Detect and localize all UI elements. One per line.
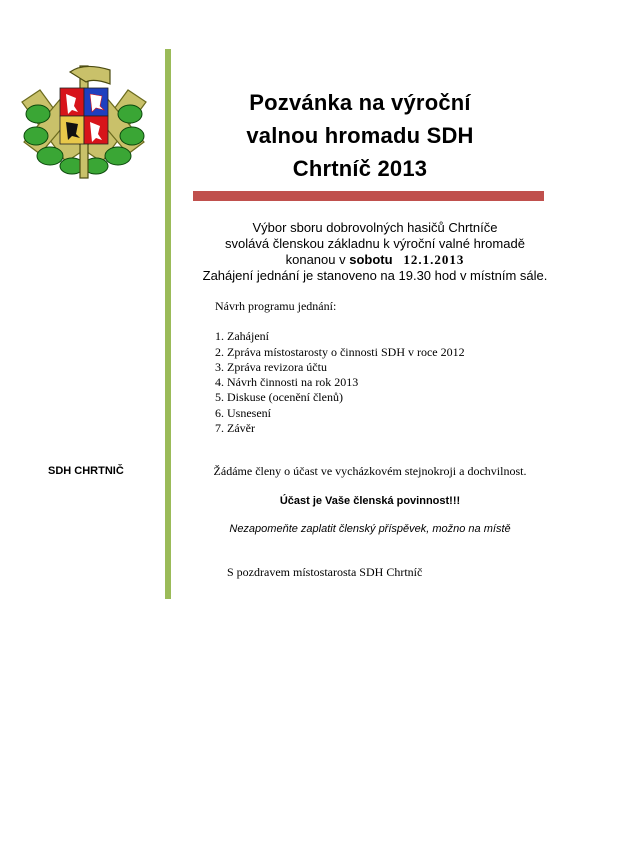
program-item: 3. Zpráva revizora účtu — [215, 360, 327, 374]
reminder-note: Nezapomeňte zaplatit členský příspěvek, možno na místě — [229, 523, 511, 535]
program-item: 5. Diskuse (ocenění členů) — [215, 390, 343, 404]
program-item: 4. Návrh činnosti na rok 2013 — [215, 375, 359, 389]
org-name: SDH CHRTNIČ — [48, 465, 124, 477]
title-line-3: Chrtníč 2013 — [292, 156, 428, 181]
intro-line-4: Zahájení jednání je stanoveno na 19.30 hod v místním sále. — [202, 268, 548, 283]
coat-of-arms — [60, 88, 108, 144]
title-line-2: valnou hromadu SDH — [246, 123, 474, 148]
program-item: 7. Závěr — [215, 421, 255, 435]
signature: S pozdravem místostarosta SDH Chrtníč — [227, 565, 423, 579]
program-item: 1. Zahájení — [215, 329, 269, 343]
green-divider — [165, 49, 171, 599]
red-divider — [193, 191, 544, 201]
intro-line-3 — [190, 252, 560, 268]
title-line-1: Pozvánka na výroční — [249, 90, 471, 115]
duty-note: Účast je Vaše členská povinnost!!! — [279, 495, 461, 507]
program-item: 2. Zpráva místostarosty o činnosti SDH v roce 2012 — [215, 345, 465, 359]
fire-brigade-emblem — [14, 62, 154, 182]
program-item: 6. Usnesení — [215, 406, 271, 420]
intro-line-1: Výbor sboru dobrovolných hasičů Chrtníče — [252, 220, 498, 235]
program-heading: Návrh programu jednání: — [215, 299, 337, 313]
intro-line-3-prefix: konanou v — [285, 252, 350, 267]
intro-date: 12.1.2013 — [403, 252, 465, 267]
request-note: Žádáme členy o účast ve vycházkovém stejnokroji a dochvilnost. — [213, 464, 527, 478]
intro-day: sobotu — [349, 252, 393, 267]
intro-line-2: svolává členskou základnu k výroční valné hromadě — [225, 236, 525, 251]
